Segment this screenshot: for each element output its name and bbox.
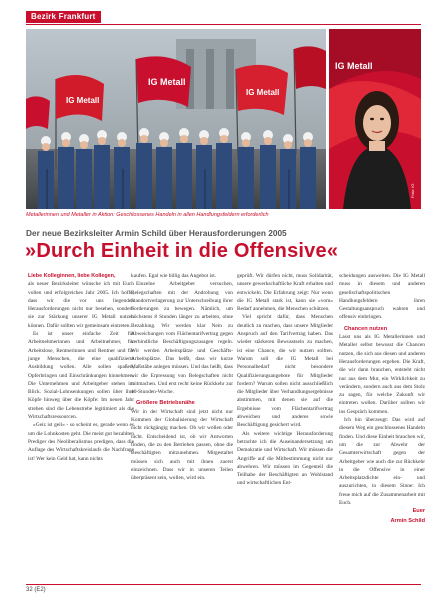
closing: Euer bbox=[412, 508, 425, 515]
paragraph: Als weitere wichtige Herausforderung betrachte ich die Auseinandersetzung um Demokratie und Wirtschaft. Wir müssen die Angriffe auf die Mitbestimmung nicht nur abwehren. Wir müssen im Gegenteil die Teilhabe der Beschäftigten an Wohlstand und wirtschaftlichen Ent- bbox=[237, 430, 333, 487]
paragraph: Viel spricht dafür, dass Menschen deutlich zu machen, dass unsere Mitglieder Anspruch auf den Tarifvertrag haben. Das wieder stärkeren Bewusstsein zu machen, ist eine Chance, die wir nutzen sollten. Warum soll die IG Metall bei Personalbedarf nicht besondere Qualifizierungsangebote für Mitglieder fordern? Warum sollen nicht ausschließlich die Mitglieder über Verhandlungsergebnisse abstimmen, mit denen sie auf die Ergebnisse vom Flächentarifvertrag abweichen und anderes sowie Beschäftigung gesichert wird. bbox=[237, 314, 333, 429]
flag-label-3: IG Metall bbox=[246, 88, 280, 97]
text-column-4 bbox=[339, 272, 425, 525]
paragraph: Es ist unser einfache Zeit für Arbeitnehmerinnen und Arbeitnehmer, für Arbeitslose, Rentnerinnen und Rentner und für junge Menschen, die eine qualifizierte Ausbildung wollen. Alle sollen spaßen, Opferbringen und Einschränkungen hinnehmen. Die Unternehmen und Arbeitgeber stehen im Blick. Sozial-Lohnsenkungen sollen über ihre Köpfe hinweg über die Köpfe: Im neuen Jahr streben sind die Lebenstrebe legitimiert als die Wirtschaftsressourcen. bbox=[28, 331, 134, 421]
top-rule bbox=[26, 24, 421, 25]
demonstration-photo bbox=[26, 29, 326, 209]
flag-label-2: IG Metall bbox=[148, 77, 186, 87]
paragraph: Lasst uns als IG Metallerinnen und Metaller selbst bewusst die Chancen nutzen, die sich aus diesen und anderen Herausforderungen ergeben. Die Kraft, die wir dann brauchen, entsteht nicht nur aus dem Mut, ein Wirklichkeit zu verändern, sondern auch aus dem Stolz zu sagen, für welche Zukunft wir eintreten wollen. Darüber sollten wir ins Gespräch kommen. bbox=[339, 334, 425, 415]
paragraph: geprüft. Wir dürfen nicht, muss Solidarität, unsere gewerkschaftliche Kraft erhalten und entwickeln. Die Erfahrung zeigt: Nur wenn die IG Metall stark ist, kann sie »vom« Bedarf annehmen, die Menschen schützen. bbox=[237, 273, 333, 313]
text-column-3 bbox=[237, 272, 333, 488]
text-column-1 bbox=[28, 272, 134, 463]
paragraph: Einzelne Arbeitgeber versuchen, Belegschaften mit der Androhung von Standortverlagerung zur Unterschreibung ihrer Forderungen zu bewegen. Nämlich, um höchstens 8 Stunden länger zu arbeiten, ohne Bezahlung. Wir werden klar Nein zu Abweichungen vom Flächentarifvertrag gegen verbindliche Beschäftigungszusagen regeln. Wir werden Arbeitsplätze und Geschäfts-Arbeitsplätze. Das heißt, dass wir kurze Maßstäbe anlegen müssen. Und das heißt, dass wir die Erpressung von Belegschaften nicht mitmachen. Und erst recht keine Rückkehr zur 40-Stunden-Woche. bbox=[131, 281, 233, 396]
paragraph: »Geiz ist geil« - so scheint es, gerade wenn es um die Lohnkosten geht. Die meist gut bezahlten Prediger des Neoliberalismus predigen, dass die Auflage des Wirtschaftskreislaufs die Nachfrage ist! Wer kein Geld hat, kann nichts bbox=[28, 422, 134, 462]
page-number: 32 (E2) bbox=[26, 587, 46, 593]
paragraph: Wir in der Wirtschaft sind jetzt nicht nur Kommen der Globalisierung der Wirtschaft nicht rückgängig machen. Ob wir wollen oder nicht. Entscheidend ist, ob wir Antworten finden, die zu den Betrieben passen, ohne die Beschäftigten mitzunehmen. Mitgestaltet müssen sich auch mit ihnen zuerst einzeichnen. Dass wir in unseren Teilen überpräsent sein, wollen, wird ein. bbox=[131, 408, 233, 482]
flag-label-4: IG Metall bbox=[335, 61, 373, 71]
woman-with-flag-photo bbox=[329, 29, 421, 209]
signature: Armin Schild bbox=[390, 517, 425, 524]
paragraph: scheidungen ausweiten. Die IG Metall muss in diesem und anderen gesellschaftspolitischen Handlungsfeldern ihren Gestaltungsanspruch wahren und offensiv einbringen. bbox=[339, 273, 425, 321]
subheading: Größere Betriebsnähe bbox=[136, 400, 195, 407]
paragraph: Ich bin überzeugt: Das wird auf diesem Weg ein geschlossenes Handeln finden. Und diese Einheit brauchen wir, um die zur Abwehr der Gesamterwirtschaft gegen der Arbeitgeber wie auch die zur Rückkehr in die Offensive in einer Arbeitsplatzdichte ein- und auszurichten, in diesem Sinne: Ich freue mich auf die Zusammenarbeit mit Euch. bbox=[339, 417, 425, 507]
footer-rule bbox=[26, 584, 421, 585]
subheading: Chancen nutzen bbox=[344, 325, 388, 332]
flag-label-1: IG Metall bbox=[66, 96, 100, 105]
photo-credit: Foto: IG bbox=[410, 183, 415, 198]
paragraph: kaufen. Egal wie billig das Angebot ist. bbox=[131, 273, 217, 279]
text-column-2 bbox=[131, 272, 233, 482]
greeting: Liebe Kolleginnen, liebe Kollegen, bbox=[28, 273, 116, 279]
headline: »Durch Einheit in die Offensive« bbox=[25, 240, 339, 262]
kicker: Der neue Bezirksleiter Armin Schild über Herausforderungen 2005 bbox=[26, 228, 287, 238]
section-label: Bezirk Frankfurt bbox=[26, 11, 101, 23]
photo-caption: Metallerinnen und Metaller in Aktion: Geschlossenes Handeln in allen Handlungsfeldern erforderlich bbox=[26, 212, 269, 218]
paragraph: als neuer Bezirksleiter wünsche ich mit Euch vollen und erfolgreiches Jahr 2005. Ich hoffe, dass wir die vor uns liegenden Herausforderungen nicht nur besehen, sondern sie zur Stärkung unserer IG Metall nutzen können. Dafür sollten wir gemeinsam eintreten. bbox=[28, 281, 134, 329]
